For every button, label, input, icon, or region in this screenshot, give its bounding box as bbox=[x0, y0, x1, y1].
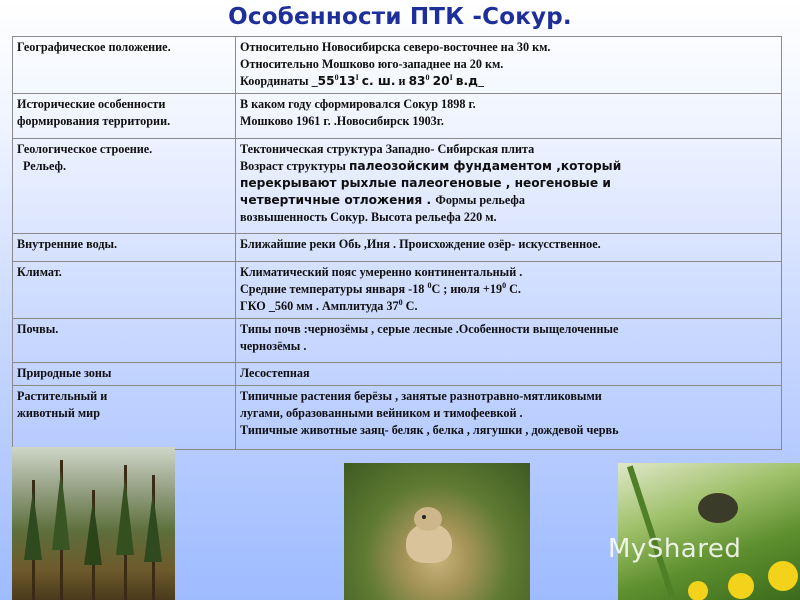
row-label: Климат. bbox=[13, 262, 236, 319]
row-label: Исторические особенности формирования территории. bbox=[13, 94, 236, 139]
table-row bbox=[13, 262, 782, 319]
table-row bbox=[13, 363, 782, 386]
row-label: Природные зоны bbox=[13, 363, 236, 386]
row-content: Климатический пояс умеренно континентальный . Средние температуры января -18 $^0$С ; июля $+19^0$ С. ГКО _560 мм . Амплитуда $37^0$ С. bbox=[236, 262, 782, 319]
forest-photo bbox=[12, 447, 175, 600]
row-content: Лесостепная bbox=[236, 363, 782, 386]
table-row bbox=[13, 386, 782, 450]
watermark-logo: MyShared bbox=[608, 534, 742, 564]
coordinates-line: Координаты $\_55^013^I$ с. ш. и $83^0$ $20^I$ в.д_ bbox=[240, 72, 485, 88]
features-table bbox=[12, 36, 782, 450]
row-content: Ближайшие реки Обь ,Иня . Происхождение озёр- искусственное. bbox=[236, 234, 782, 262]
row-label: Геологическое строение. Рельеф. bbox=[13, 139, 236, 234]
row-label: Почвы. bbox=[13, 319, 236, 363]
page-title: Особенности ПТК -Сокур. bbox=[228, 4, 572, 30]
row-content: Типы почв :чернозёмы , серые лесные .Особенности выщелоченные чернозёмы . bbox=[236, 319, 782, 363]
table-row bbox=[13, 139, 782, 234]
row-content: Типичные растения берёзы , занятые разнотравно-мятликовыми лугами, образованными вейником и тимофеевкой . Типичные животные заяц- беляк , белка , лягушки , дождевой червь bbox=[236, 386, 782, 450]
table-row bbox=[13, 37, 782, 94]
row-content: В каком году сформировался Сокур 1898 г. Мошково 1961 г. .Новосибирск 1903г. bbox=[236, 94, 782, 139]
table-row bbox=[13, 319, 782, 363]
gopher-photo bbox=[344, 463, 530, 600]
row-label: Растительный и животный мир bbox=[13, 386, 236, 450]
beetle-photo bbox=[618, 463, 800, 600]
table-row bbox=[13, 94, 782, 139]
row-label: Географическое положение. bbox=[13, 37, 236, 94]
row-label: Внутренние воды. bbox=[13, 234, 236, 262]
row-content: Тектоническая структура Западно- Сибирская плита Возраст структуры палеозойским фундаментом ,который перекрывают рыхлые палеогеновые , неогеновые и четвертичные отложения . Формы рельефа возвышенность Сокур. Высота рельефа 220 м. bbox=[236, 139, 782, 234]
row-content: Относительно Новосибирска северо-восточнее на 30 км. Относительно Мошково юго-западнее на 20 км. Координаты $\_55^013^I$ с. ш. и $83^0$ $20^I$ в.д_ bbox=[236, 37, 782, 94]
table-row bbox=[13, 234, 782, 262]
